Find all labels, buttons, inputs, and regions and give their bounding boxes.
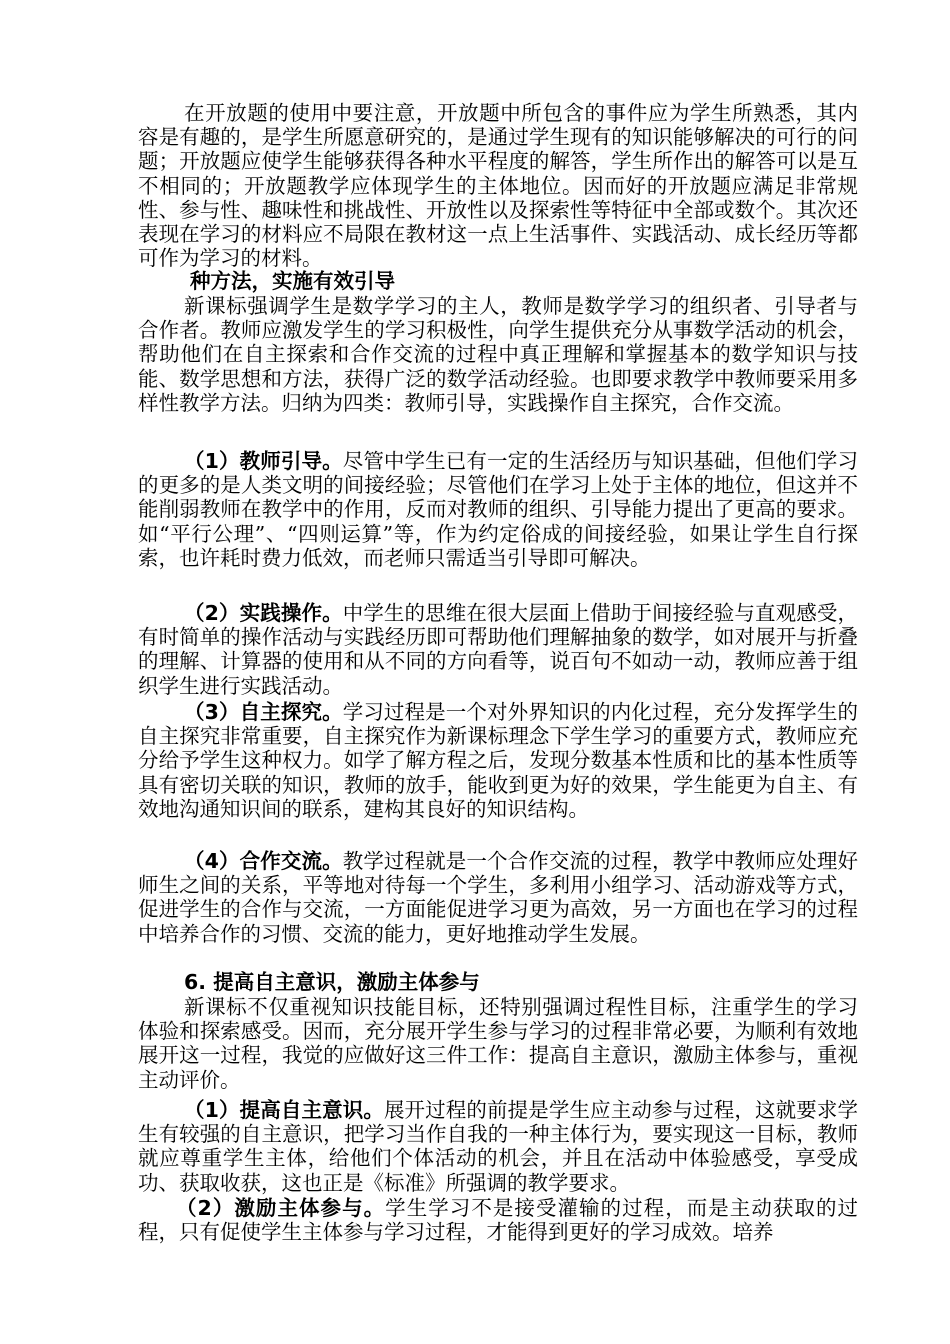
subsection-title: （2）激励主体参与。: [176, 1196, 386, 1220]
paragraph-practice-operation: [138, 601, 858, 698]
paragraph-new-curriculum: 新课标强调学生是数学学习的主人，教师是数学学习的组织者、引导者与合作者。教师应激发学生的学习积极性，向学生提供充分从事数学活动的机会，帮助他们在自主探索和合作交流的过程中真正理解和掌握基本的数学知识与技能、数学思想和方法，获得广泛的数学活动经验。也即要求教学中教师要采用多样性教学方法。归纳为四类：教师引导，实践操作自主探究，合作交流。: [138, 294, 858, 415]
paragraph-process-goals: 新课标不仅重视知识技能目标，还特别强调过程性目标，注重学生的学习体验和探索感受。因而，充分展开学生参与学习的过程非常必要，为顺利有效地展开这一过程，我觉的应做好这三件工作：提高自主意识，激励主体参与，重视主动评价。: [138, 995, 858, 1092]
paragraph-autonomy-awareness: [138, 1098, 858, 1195]
subsection-title: （2）实践操作。: [184, 601, 343, 625]
section-heading-autonomy: 6. 提高自主意识，激励主体参与: [184, 970, 480, 994]
subsection-title: （1）提高自主意识。: [184, 1098, 384, 1122]
paragraph-teacher-guidance: [138, 449, 858, 570]
paragraph-encourage-participation: [138, 1196, 858, 1244]
subsection-text: 展开过程的前提是学生应主动参与过程，这就要求学生有较强的自主意识，把学习当作自我的一种主体行为，要实现这一目标，教师就应尊重学生主体，给他们个体活动的机会，并且在活动中体验感受，享受成功、获取收获，这也正是《标准》所强调的教学要求。: [138, 1098, 859, 1195]
subsection-text: 中学生的思维在很大层面上借助于间接经验与直观感受，有时简单的操作活动与实践经历即可帮助他们理解抽象的数学，如对展开与折叠的理解、计算器的使用和从不同的方向看等，说百句不如动一动，教师应善于组织学生进行实践活动。: [138, 601, 859, 698]
subsection-text: 学习过程是一个对外界知识的内化过程，充分发挥学生的自主探究非常重要，自主探究作为新课标理念下学生学习的重要方式，教师应充分给予学生这种权力。如学了解方程之后，发现分数基本性质和比的基本性质等具有密切关联的知识，教师的放手，能收到更为好的效果，学生能更为自主、有效地沟通知识间的联系，建构其良好的知识结构。: [138, 700, 859, 821]
paragraph-open-questions: 在开放题的使用中要注意，开放题中所包含的事件应为学生所熟悉，其内容是有趣的，是学生所愿意研究的，是通过学生现有的知识能够解决的可行的问题；开放题应使学生能够获得各种水平程度的解答，学生所作出的解答可以是互不相同的；开放题教学应体现学生的主体地位。因而好的开放题应满足非常规性、参与性、趣味性和挑战性、开放性以及探索性等特征中全部或数个。其次还表现在学习的材料应不局限在教材这一点上生活事件、实践活动、成长经历等都可作为学习的材料。: [138, 101, 858, 271]
subsection-text: 教学过程就是一个合作交流的过程，教学中教师应处理好师生之间的关系，平等地对待每一个学生，多利用小组学习、活动游戏等方式，促进学生的合作与交流，一方面能促进学习更为高效，另一方面也在学习的过程中培养合作的习惯、交流的能力，更好地推动学生发展。: [138, 849, 859, 946]
subsection-title: （3）自主探究。: [184, 700, 343, 724]
section-heading-methods: 种方法，实施有效引导: [190, 269, 395, 293]
subsection-title: （4）合作交流。: [184, 849, 343, 873]
paragraph-cooperation: [138, 849, 858, 946]
subsection-text: 学生学习不是接受灌输的过程，而是主动获取的过程，只有促使学生主体参与学习过程，才能得到更好的学习成效。培养: [138, 1196, 859, 1245]
subsection-text: 尽管中学生已有一定的生活经历与知识基础，但他们学习的更多的是人类文明的间接经验；尽管他们在学习上处于主体的地位，但这并不能削弱教师在教学中的作用，反而对教师的组织、引导能力提出了更高的要求。如“平行公理”、“四则运算”等，作为约定俗成的间接经验，如果让学生自行探索，也许耗时费力低效，而老师只需适当引导即可解决。: [138, 449, 859, 570]
paragraph-independent-inquiry: [138, 700, 858, 821]
subsection-title: （1）教师引导。: [184, 449, 343, 473]
